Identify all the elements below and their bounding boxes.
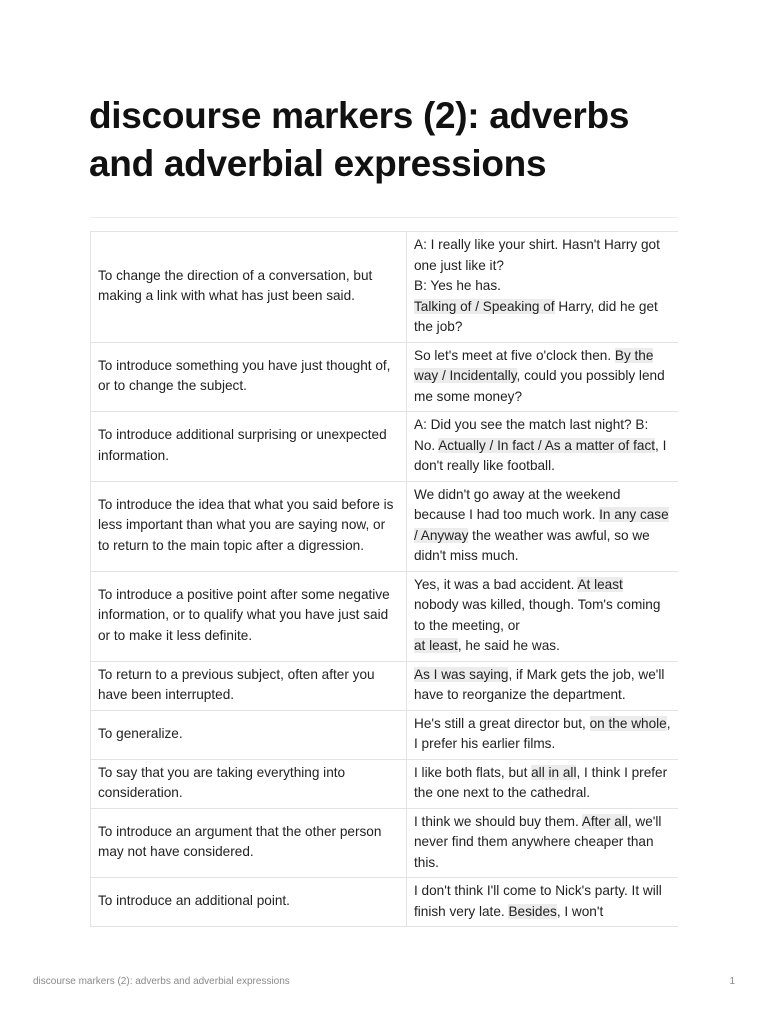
example-cell — [407, 661, 679, 710]
example-cell — [407, 481, 679, 571]
table-row — [91, 759, 679, 808]
example-cell — [407, 571, 679, 661]
usage-cell: To introduce an argument that the other person may not have considered. — [91, 808, 407, 878]
table-container — [90, 231, 678, 930]
example-text: , he said he was. — [457, 638, 560, 653]
example-cell — [407, 808, 679, 878]
title-divider — [90, 217, 678, 218]
example-text: B: Yes he has. — [414, 278, 501, 293]
highlighted-marker: After all — [581, 813, 628, 829]
example-text: I think we should buy them. — [414, 813, 582, 829]
example-text: , I think I prefer the one next to the cathedral. — [414, 764, 668, 800]
example-text: We didn't go away at the weekend because I had too much work. — [414, 486, 621, 522]
highlighted-marker: By the way / Incidentally — [414, 347, 654, 383]
highlighted-marker: As I was saying — [414, 666, 509, 682]
usage-cell: To say that you are taking everything into consideration. — [91, 759, 407, 808]
example-text: , we'll never find them anywhere cheaper than this. — [414, 813, 662, 870]
example-text: nobody was killed, though. Tom's coming to the meeting, or — [414, 597, 661, 633]
example-text: , if Mark gets the job, we'll have to reorganize the department. — [414, 666, 665, 702]
highlighted-marker: In any case / Anyway — [414, 507, 669, 543]
table-row — [91, 571, 679, 661]
usage-cell: To introduce a positive point after some negative information, or to qualify what you have just said or to make it less definite. — [91, 571, 407, 661]
table-row — [91, 808, 679, 878]
usage-cell: To introduce the idea that what you said before is less important than what you are saying now, or to return to the main topic after a digression. — [91, 481, 407, 571]
example-cell — [407, 710, 679, 759]
example-text: , I won't — [556, 903, 604, 919]
discourse-markers-table — [90, 231, 678, 927]
example-text: , I prefer his earlier films. — [414, 715, 671, 751]
footer-title: discourse markers (2): adverbs and adverbial expressions — [33, 976, 290, 987]
example-text: Yes, it was a bad accident. — [414, 576, 578, 592]
highlighted-marker: At least — [577, 576, 623, 592]
example-text: So let's meet at five o'clock then. — [414, 347, 615, 363]
usage-cell: To return to a previous subject, often after you have been interrupted. — [91, 661, 407, 710]
example-cell — [407, 759, 679, 808]
usage-cell: To introduce additional surprising or unexpected information. — [91, 412, 407, 482]
page-title: discourse markers (2): adverbs and adverbial expressions — [89, 95, 630, 184]
table-row — [91, 342, 679, 412]
example-text: A: Did you see the match last night? B: No. — [414, 417, 649, 453]
example-text: I like both flats, but — [414, 764, 532, 780]
example-text: Harry, did he get the job? — [414, 298, 658, 334]
highlighted-marker: on the whole — [589, 715, 667, 731]
example-text: the weather was awful, so we didn't miss much. — [414, 527, 650, 563]
example-cell — [407, 342, 679, 412]
example-text: , could you possibly lend me some money? — [414, 368, 665, 404]
highlighted-marker: Actually / In fact / As a matter of fact — [438, 437, 656, 453]
example-text: He's still a great director but, — [414, 715, 590, 731]
highlighted-marker: all in all — [531, 764, 577, 780]
page-number: 1 — [729, 976, 735, 987]
example-text: A: I really like your shirt. Hasn't Harry got one just like it? — [414, 237, 660, 273]
usage-cell: To change the direction of a conversation, but making a link with what has just been said. — [91, 232, 407, 343]
highlighted-marker: at least — [414, 638, 458, 653]
table-row — [91, 232, 679, 343]
highlighted-marker: Besides — [508, 903, 557, 919]
table-body — [91, 232, 679, 927]
table-row — [91, 661, 679, 710]
example-cell — [407, 232, 679, 343]
example-cell — [407, 878, 679, 927]
table-row — [91, 481, 679, 571]
table-row — [91, 878, 679, 927]
usage-cell: To generalize. — [91, 710, 407, 759]
usage-cell: To introduce something you have just thought of, or to change the subject. — [91, 342, 407, 412]
highlighted-marker: Talking of / Speaking of — [414, 298, 555, 314]
example-cell — [407, 412, 679, 482]
example-text: I don't think I'll come to Nick's party. It will finish very late. — [414, 883, 662, 919]
table-row — [91, 412, 679, 482]
table-row — [91, 710, 679, 759]
example-text: , I don't really like football. — [414, 437, 667, 473]
usage-cell: To introduce an additional point. — [91, 878, 407, 927]
